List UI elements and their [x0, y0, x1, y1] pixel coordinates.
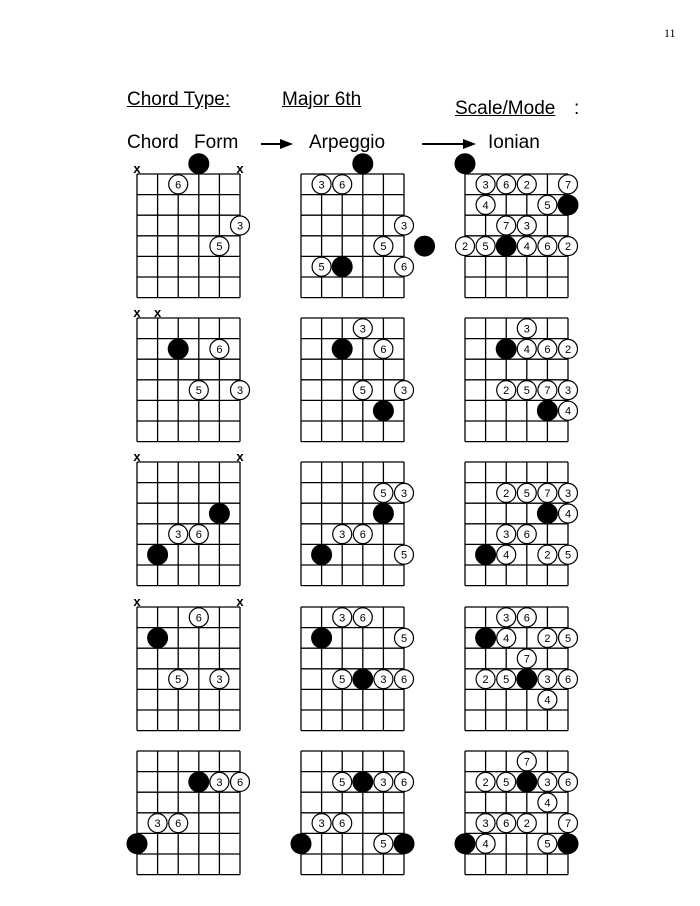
- interval-label: 5: [564, 632, 572, 645]
- root-note-dot: [496, 236, 517, 257]
- interval-label: 3: [523, 220, 530, 233]
- interval-label: 3: [564, 487, 572, 500]
- interval-label: 4: [544, 694, 551, 707]
- interval-label: 5: [544, 199, 551, 212]
- interval-label: 6: [175, 179, 182, 192]
- root-note-dot: [332, 256, 353, 277]
- interval-label: 5: [503, 674, 510, 687]
- arpeggio-heading: Arpeggio: [309, 132, 386, 153]
- interval-label: 2: [461, 241, 469, 254]
- interval-label: 3: [544, 674, 551, 687]
- root-note-dot: [537, 400, 558, 421]
- interval-label: 5: [175, 674, 182, 687]
- interval-label: 6: [564, 776, 572, 789]
- interval-label: 6: [216, 343, 223, 356]
- interval-label: 7: [523, 653, 530, 666]
- interval-label: 3: [503, 612, 510, 625]
- interval-label: 5: [216, 241, 223, 254]
- interval-label: 5: [564, 549, 572, 562]
- interval-label: 7: [544, 487, 551, 500]
- interval-label: 7: [503, 220, 510, 233]
- fretboard-diagram: [133, 449, 244, 586]
- page-number: 11: [664, 26, 676, 40]
- interval-label: 7: [544, 385, 551, 398]
- interval-label: 5: [503, 776, 510, 789]
- fretboard-diagram: [301, 462, 414, 586]
- interval-label: 5: [400, 549, 408, 562]
- root-note-dot: [311, 544, 332, 565]
- chord-word: Chord: [127, 132, 179, 153]
- fretboard-diagram: [455, 751, 579, 875]
- interval-label: 5: [482, 241, 489, 254]
- muted-string-mark: x: [236, 449, 244, 464]
- interval-label: 2: [523, 179, 530, 192]
- interval-label: 6: [523, 529, 530, 542]
- interval-label: 6: [195, 612, 202, 625]
- chord-type-label: Chord Type:: [127, 89, 231, 110]
- root-note-dot: [311, 627, 332, 648]
- interval-label: 7: [523, 756, 530, 769]
- root-note-dot: [516, 669, 537, 690]
- interval-label: 4: [503, 632, 510, 645]
- form-word: Form: [194, 132, 239, 153]
- interval-label: 3: [380, 674, 387, 687]
- root-note-dot: [352, 669, 373, 690]
- fretboard-diagram: [301, 153, 435, 297]
- root-note-dot: [352, 153, 373, 174]
- muted-string-mark: x: [133, 305, 141, 320]
- interval-label: 6: [503, 818, 510, 831]
- interval-label: 5: [544, 838, 551, 851]
- interval-label: 4: [544, 797, 551, 810]
- fretboard-diagram: [291, 751, 415, 875]
- interval-label: 3: [318, 818, 325, 831]
- interval-label: 2: [503, 487, 510, 500]
- scale-mode-colon: :: [574, 98, 580, 119]
- interval-label: 5: [195, 385, 202, 398]
- interval-label: 2: [544, 549, 551, 562]
- root-note-dot: [127, 833, 148, 854]
- interval-label: 2: [482, 674, 489, 687]
- interval-label: 3: [400, 220, 408, 233]
- root-note-dot: [147, 544, 168, 565]
- root-note-dot: [455, 833, 476, 854]
- interval-label: 4: [564, 508, 572, 521]
- interval-label: 3: [216, 776, 223, 789]
- interval-label: 3: [482, 179, 489, 192]
- interval-label: 5: [380, 838, 387, 851]
- interval-label: 6: [400, 674, 408, 687]
- scale-mode-label: Scale/Mode: [455, 98, 556, 119]
- interval-label: 5: [380, 487, 387, 500]
- root-note-dot: [147, 627, 168, 648]
- interval-label: 3: [339, 529, 346, 542]
- chord-type-value: Major 6th: [282, 89, 362, 110]
- interval-label: 6: [400, 776, 408, 789]
- interval-label: 6: [564, 674, 572, 687]
- muted-string-mark: x: [153, 305, 162, 320]
- fretboard-diagram: [465, 607, 578, 731]
- muted-string-mark: x: [236, 594, 244, 609]
- interval-label: 3: [482, 818, 489, 831]
- root-note-dot: [291, 833, 312, 854]
- interval-label: 4: [523, 343, 530, 356]
- interval-label: 6: [523, 612, 530, 625]
- interval-label: 3: [154, 818, 161, 831]
- root-note-dot: [394, 833, 415, 854]
- interval-label: 2: [482, 776, 489, 789]
- root-note-dot: [558, 194, 579, 215]
- interval-label: 5: [359, 385, 366, 398]
- interval-label: 5: [523, 487, 530, 500]
- interval-label: 3: [380, 776, 387, 789]
- muted-string-mark: x: [236, 161, 244, 176]
- fretboard-diagram: [455, 153, 579, 297]
- interval-label: 7: [564, 818, 572, 831]
- interval-label: 3: [236, 385, 244, 398]
- muted-string-mark: x: [133, 161, 141, 176]
- interval-label: 6: [339, 179, 346, 192]
- interval-label: 3: [339, 612, 346, 625]
- interval-label: 5: [318, 261, 325, 274]
- root-note-dot: [188, 153, 209, 174]
- interval-label: 3: [175, 529, 182, 542]
- root-note-dot: [558, 833, 579, 854]
- interval-label: 6: [400, 261, 408, 274]
- interval-label: 6: [175, 818, 182, 831]
- interval-label: 4: [482, 199, 489, 212]
- interval-label: 6: [503, 179, 510, 192]
- interval-label: 5: [400, 632, 408, 645]
- interval-label: 3: [400, 487, 408, 500]
- root-note-dot: [373, 400, 394, 421]
- interval-label: 6: [359, 612, 366, 625]
- interval-label: 2: [544, 632, 551, 645]
- fretboard-diagram: [133, 153, 249, 297]
- fretboard-diagram: [133, 305, 249, 442]
- interval-label: 6: [544, 343, 551, 356]
- root-note-dot: [188, 771, 209, 792]
- root-note-dot: [537, 503, 558, 524]
- interval-label: 6: [195, 529, 202, 542]
- interval-label: 3: [318, 179, 325, 192]
- interval-label: 6: [544, 241, 551, 254]
- root-note-dot: [209, 503, 230, 524]
- muted-string-mark: x: [133, 449, 141, 464]
- interval-label: 4: [564, 405, 572, 418]
- interval-label: 2: [564, 343, 572, 356]
- fretboard-diagram: [301, 607, 414, 731]
- root-note-dot: [475, 627, 496, 648]
- interval-label: 5: [339, 776, 346, 789]
- root-note-dot: [414, 236, 435, 257]
- interval-label: 6: [339, 818, 346, 831]
- fretboard-diagram: [127, 751, 250, 875]
- interval-label: 3: [236, 220, 244, 233]
- interval-label: 6: [380, 343, 387, 356]
- interval-label: 4: [503, 549, 510, 562]
- interval-label: 3: [564, 385, 572, 398]
- interval-label: 5: [523, 385, 530, 398]
- interval-label: 3: [359, 323, 366, 336]
- interval-label: 7: [564, 179, 572, 192]
- muted-string-mark: x: [133, 594, 141, 609]
- interval-label: 2: [523, 818, 530, 831]
- interval-label: 3: [544, 776, 551, 789]
- fretboard-diagram: [465, 318, 578, 442]
- interval-label: 5: [380, 241, 387, 254]
- root-note-dot: [332, 338, 353, 359]
- interval-label: 6: [359, 529, 366, 542]
- root-note-dot: [455, 153, 476, 174]
- fretboard-diagram: [301, 318, 414, 442]
- interval-label: 6: [236, 776, 244, 789]
- root-note-dot: [168, 338, 189, 359]
- interval-label: 3: [503, 529, 510, 542]
- root-note-dot: [516, 771, 537, 792]
- ionian-heading: Ionian: [488, 132, 540, 153]
- interval-label: 4: [523, 241, 530, 254]
- interval-label: 3: [523, 323, 530, 336]
- interval-label: 3: [216, 674, 223, 687]
- root-note-dot: [373, 503, 394, 524]
- interval-label: 5: [339, 674, 346, 687]
- interval-label: 2: [503, 385, 510, 398]
- root-note-dot: [475, 544, 496, 565]
- interval-label: 3: [400, 385, 408, 398]
- root-note-dot: [352, 771, 373, 792]
- fretboard-diagram: [465, 462, 578, 586]
- interval-label: 4: [482, 838, 489, 851]
- interval-label: 2: [564, 241, 572, 254]
- root-note-dot: [496, 338, 517, 359]
- fretboard-diagram: [133, 594, 244, 731]
